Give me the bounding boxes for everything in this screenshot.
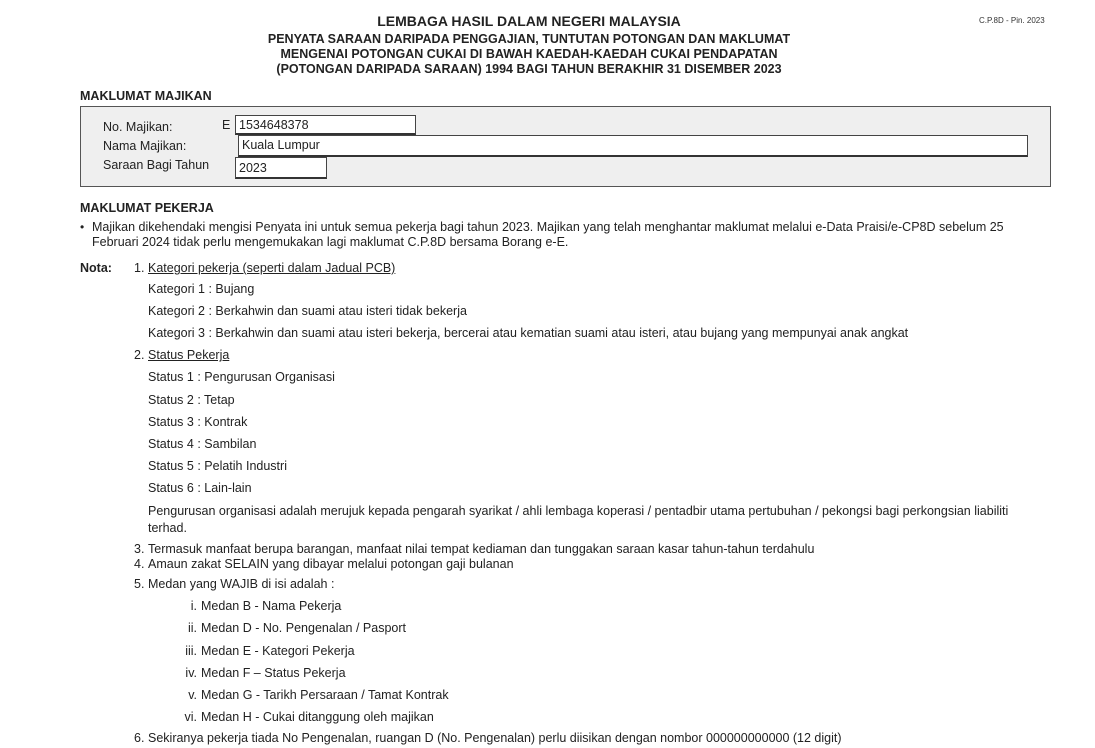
form-title-line-3: (POTONGAN DARIPADA SARAAN) 1994 BAGI TAHUN BERAKHIR 31 DISEMBER 2023	[276, 62, 782, 76]
note-2-title: Status Pekerja	[148, 348, 230, 362]
form-title-line-2: MENGENAI POTONGAN CUKAI DI BAWAH KAEDAH-KAEDAH CUKAI PENDAPATAN	[280, 47, 778, 61]
mandatory-field-number: ii.	[187, 621, 197, 635]
status-2: Status 2 : Tetap	[148, 393, 235, 407]
employee-section-title: MAKLUMAT PEKERJA	[80, 201, 214, 215]
mandatory-field-number: iii.	[185, 644, 197, 658]
management-definition: Pengurusan organisasi adalah merujuk kepada pengarah syarikat / ahli lembaga koperasi / pentadbir utama pertubuhan / pekongsi bagi perkongsian liabiliti terhad.	[148, 504, 1009, 535]
employer-no-label: No. Majikan:	[103, 120, 173, 134]
employer-no-prefix: E	[222, 118, 231, 132]
status-4: Status 4 : Sambilan	[148, 437, 257, 451]
mandatory-field-number: vi.	[184, 710, 197, 724]
category-3: Kategori 3 : Berkahwin dan suami atau isteri bekerja, bercerai atau kematian suami atau isteri, atau bujang yang mempunyai anak angkat	[148, 326, 909, 340]
category-2: Kategori 2 : Berkahwin dan suami atau isteri tidak bekerja	[148, 304, 467, 318]
employee-instruction: Majikan dikehendaki mengisi Penyata ini untuk semua pekerja bagi tahun 2023. Majikan yang telah menghantar maklumat melalui e-Data Praisi/e-CP8D sebelum 25 Februari 2024 tidak perlu mengemukakan lagi maklumat C.P.8D bersama Borang e-E.	[92, 220, 1004, 249]
employer-section-title: MAKLUMAT MAJIKAN	[80, 89, 212, 103]
note-6-number: 6.	[134, 731, 145, 745]
mandatory-field-item: Medan B - Nama Pekerja	[201, 599, 342, 613]
note-2-number: 2.	[134, 348, 145, 362]
form-code: C.P.8D - Pin. 2023	[979, 16, 1045, 25]
employer-name-label: Nama Majikan:	[103, 139, 187, 153]
agency-title: LEMBAGA HASIL DALAM NEGERI MALAYSIA	[377, 13, 681, 29]
status-5: Status 5 : Pelatih Industri	[148, 459, 287, 473]
note-3-number: 3.	[134, 542, 145, 556]
mandatory-field-item: Medan G - Tarikh Persaraan / Tamat Kontrak	[201, 688, 449, 702]
salary-year-label: Saraan Bagi Tahun	[103, 158, 210, 172]
mandatory-field-item: Medan F – Status Pekerja	[201, 666, 346, 680]
mandatory-field-number: i.	[190, 599, 197, 613]
mandatory-field-item: Medan D - No. Pengenalan / Pasport	[201, 621, 406, 635]
category-1: Kategori 1 : Bujang	[148, 282, 255, 296]
mandatory-field-number: v.	[188, 688, 197, 702]
note-4-text: Amaun zakat SELAIN yang dibayar melalui potongan gaji bulanan	[148, 557, 514, 571]
note-4-number: 4.	[134, 557, 145, 571]
form-title-line-1: PENYATA SARAAN DARIPADA PENGGAJIAN, TUNTUTAN POTONGAN DAN MAKLUMAT	[267, 32, 791, 46]
note-1-number: 1.	[134, 261, 145, 275]
employer-name-field[interactable]: Kuala Lumpur	[238, 135, 1028, 157]
note-3-text: Termasuk manfaat berupa barangan, manfaat nilai tempat kediaman dan tunggakan saraan kasar tahun-tahun terdahulu	[148, 542, 815, 556]
bullet-icon: •	[80, 220, 85, 234]
mandatory-field-item: Medan E - Kategori Pekerja	[201, 644, 355, 658]
employer-no-field[interactable]: 1534648378	[235, 115, 416, 135]
note-1-title: Kategori pekerja (seperti dalam Jadual PCB)	[148, 261, 396, 275]
mandatory-field-item: Medan H - Cukai ditanggung oleh majikan	[201, 710, 434, 724]
note-6-text: Sekiranya pekerja tiada No Pengenalan, ruangan D (No. Pengenalan) perlu diisikan dengan nombor 000000000000 (12 digit)	[148, 731, 842, 745]
status-6: Status 6 : Lain-lain	[148, 481, 252, 495]
status-3: Status 3 : Kontrak	[148, 415, 248, 429]
mandatory-field-number: iv.	[185, 666, 197, 680]
notes-label: Nota:	[80, 261, 112, 275]
status-1: Status 1 : Pengurusan Organisasi	[148, 370, 335, 384]
salary-year-field[interactable]: 2023	[235, 157, 327, 179]
note-5-number: 5.	[134, 577, 145, 591]
note-5-title: Medan yang WAJIB di isi adalah :	[148, 577, 335, 591]
